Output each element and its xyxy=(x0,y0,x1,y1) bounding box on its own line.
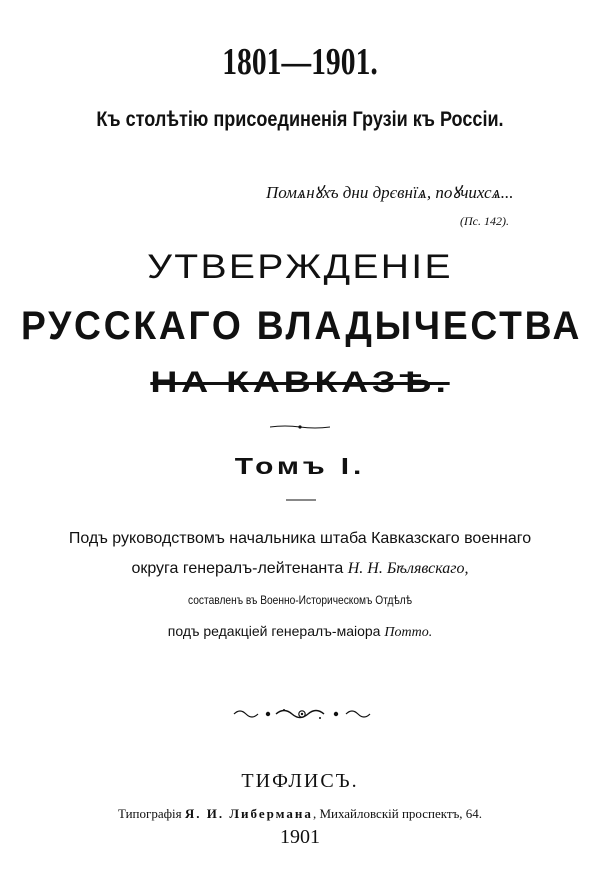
credit-line-2 xyxy=(0,560,600,578)
printer-name: Я. И. Либермана xyxy=(184,806,313,821)
credit-line-4-text: подъ редакціей генералъ-маіора xyxy=(167,623,385,639)
credit-line-2-text: округа генералъ-лейтенанта xyxy=(131,560,348,577)
decorative-ornament-icon xyxy=(232,706,372,722)
credit-line-1: Подъ руководствомъ начальника штаба Кавказскаго военнаго xyxy=(68,530,532,547)
book-title-line-1: УТВЕРЖДЕНIЕ xyxy=(147,248,453,286)
credit-line-4 xyxy=(0,623,600,641)
chief-of-staff-name: Н. Н. Бѣлявскаго, xyxy=(347,560,469,577)
publication-city: ТИФЛИСЪ. xyxy=(241,770,359,792)
epigraph-reference: (Пс. 142). xyxy=(460,214,509,228)
editor-name: Потто. xyxy=(384,625,433,640)
printer-address: , Михайловскій проспектъ, 64. xyxy=(312,806,483,821)
ornament-rule-icon xyxy=(270,423,330,431)
publication-year: 1901 xyxy=(280,826,320,848)
credit-line-3: составленъ въ Военно-Историческомъ Отдѣлѣ xyxy=(188,593,412,607)
volume-label: Томъ I. xyxy=(234,453,366,479)
anniversary-subtitle: Къ столѣтію присоединенія Грузіи къ Россіи. xyxy=(96,108,504,131)
printer-line xyxy=(0,806,600,822)
anniversary-years: 1801—1901. xyxy=(222,41,378,83)
book-title-line-3: НА КАВКАЗѢ. xyxy=(150,366,450,399)
epigraph-text: Помѧнꙋхъ дни дрєвнїѧ, поꙋчихсѧ... xyxy=(266,183,514,202)
printer-prefix: Типографія xyxy=(117,806,185,821)
book-title-line-2: РУССКАГО ВЛАДЫЧЕСТВА xyxy=(21,304,583,348)
divider-rule xyxy=(286,498,316,502)
